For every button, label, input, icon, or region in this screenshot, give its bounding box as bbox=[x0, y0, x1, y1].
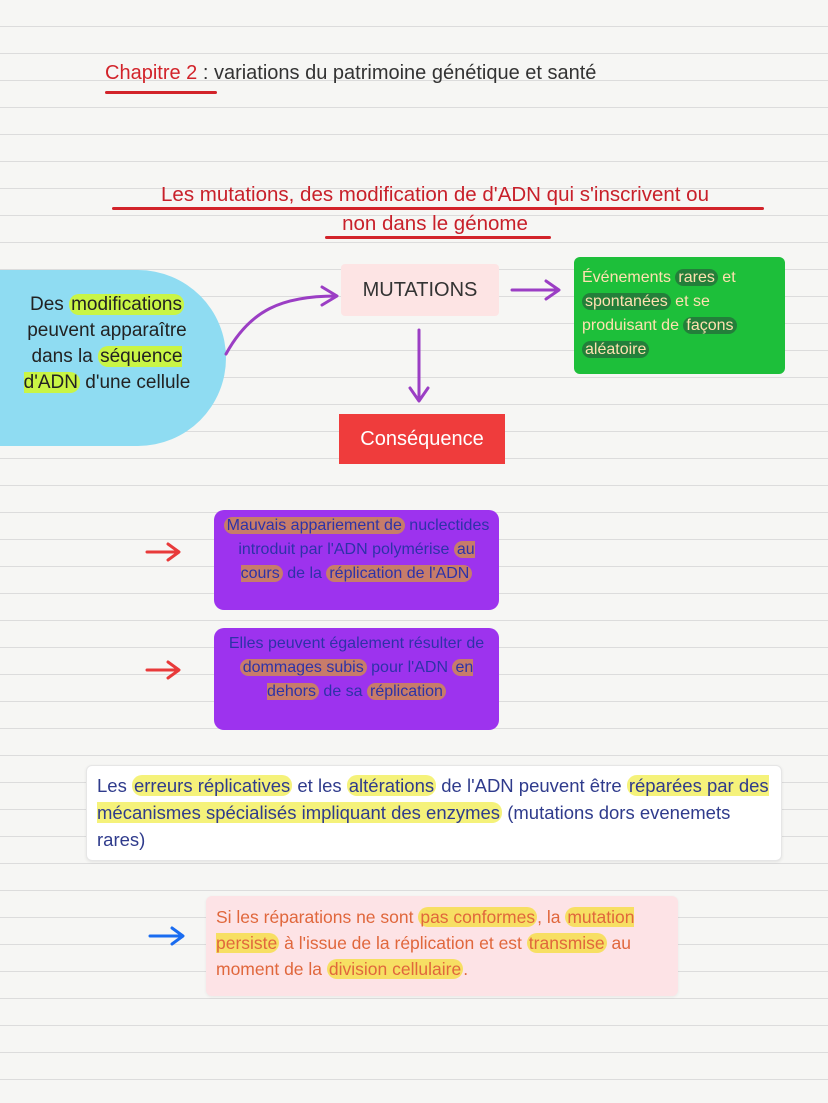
chapter-label: Chapitre 2 bbox=[105, 62, 198, 84]
blue-arrow-icon bbox=[150, 928, 183, 944]
mutations-label: MUTATIONS bbox=[362, 278, 478, 301]
chapter-title-text: : variations du patrimoine génétique et santé bbox=[197, 62, 597, 84]
transmission-box: Si les réparations ne sont pas conformes , la mutation persiste à l'issue de la réplication et est transmise au moment de la division cellulaire . bbox=[206, 896, 678, 996]
dna-damage-box: Elles peuvent également résulter de dommages subis pour l'ADN en dehors de sa réplication bbox=[214, 628, 499, 730]
highlight-sequence: séquence d'ADN bbox=[23, 346, 183, 393]
section-title-line1: Les mutations, des modification de d'ADN qui s'inscrivent ou bbox=[161, 183, 709, 206]
right-arrow-icon bbox=[512, 281, 559, 299]
red-arrow-icon-2 bbox=[147, 662, 179, 678]
highlight-modifications: modifications bbox=[71, 294, 182, 315]
repair-box: Les erreurs réplicatives et les altérations de l'ADN peuvent être réparées par des mécanismes spécialisés impliquant des enzymes (mutations dors evenemets rares) bbox=[86, 765, 782, 861]
consequence-label: Conséquence bbox=[360, 427, 484, 450]
replication-error-box: Mauvais appariement de nuclectides introduit par l'ADN polymérise au cours de la réplication de l'ADN bbox=[214, 510, 499, 610]
down-arrow-icon bbox=[410, 330, 428, 401]
section-title-line2: non dans le génome bbox=[342, 212, 528, 235]
modifications-bubble: Des modifications peuvent apparaître dans la séquence d'ADN d'une cellule bbox=[0, 270, 226, 446]
events-box: Événements rares et spontanées et se produisant de façons aléatoire bbox=[574, 257, 785, 374]
red-arrow-icon-1 bbox=[147, 544, 179, 560]
curved-arrow-icon bbox=[226, 296, 336, 354]
